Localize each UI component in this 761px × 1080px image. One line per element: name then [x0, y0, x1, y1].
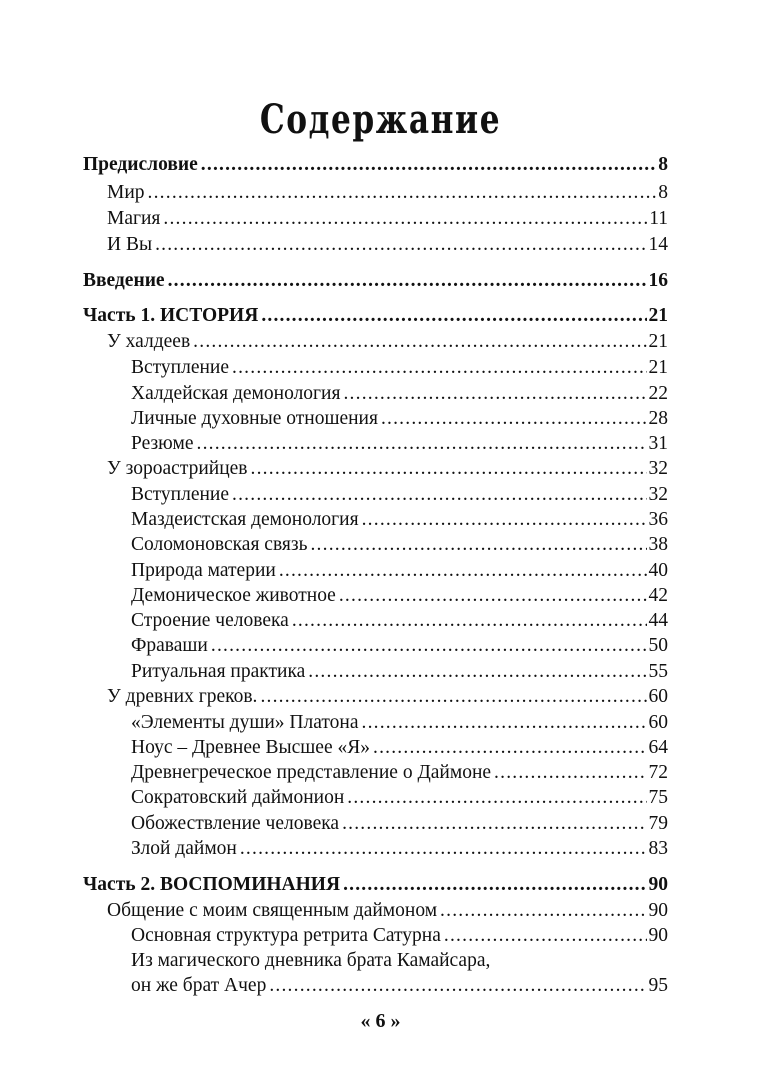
toc-entry-page: 21	[648, 357, 668, 378]
toc-leader-dots	[339, 584, 647, 608]
toc-leader-dots	[310, 533, 646, 557]
toc-entry-label: У зороастрийцев	[107, 458, 248, 479]
toc-leader-dots	[494, 761, 646, 785]
toc-entry-page: 75	[648, 787, 668, 808]
toc-entry	[131, 812, 668, 836]
toc-entry	[83, 269, 668, 293]
toc-leader-dots	[197, 432, 647, 456]
toc-entry-label: Резюме	[131, 433, 194, 454]
toc-entry	[131, 736, 668, 760]
toc-entry-page: 38	[648, 534, 668, 555]
toc-entry-label: Природа материи	[131, 560, 276, 581]
toc-entry-label: Введение	[83, 270, 165, 291]
toc-entry-page: 28	[648, 408, 668, 429]
toc-entry-page: 14	[648, 234, 668, 255]
toc-entry-label: Халдейская демонология	[131, 383, 341, 404]
toc-leader-dots	[292, 609, 647, 633]
toc-entry	[131, 483, 668, 507]
toc-leader-dots	[440, 899, 646, 923]
toc-entry	[131, 356, 668, 380]
toc-leader-dots	[308, 660, 646, 684]
toc-entry-page: 21	[648, 305, 668, 326]
toc-entry-label: Часть 1. ИСТОРИЯ	[83, 305, 259, 326]
toc-entry-page: 64	[648, 737, 668, 758]
toc-entry	[131, 974, 668, 998]
page-number: « 6 »	[360, 1010, 401, 1032]
toc-entry-page: 90	[648, 925, 668, 946]
toc-leader-dots	[211, 634, 647, 658]
toc-leader-dots	[269, 974, 646, 998]
toc-entry-label: Мир	[107, 182, 145, 203]
toc-leader-dots	[343, 382, 646, 406]
toc-entry	[131, 432, 668, 456]
toc-entry-label: Демоническое животное	[131, 585, 336, 606]
toc-entry-label: Личные духовные отношения	[131, 408, 378, 429]
toc-entry-page: 8	[658, 182, 668, 203]
page-title: Содержание	[259, 96, 502, 143]
toc-leader-dots	[373, 736, 647, 760]
toc-entry-label: Обожествление человека	[131, 813, 340, 834]
toc-entry-label: «Элементы души» Платона	[131, 712, 359, 733]
toc-entry-page: 16	[648, 270, 668, 291]
toc-entry-page: 8	[658, 154, 668, 175]
toc-leader-dots	[168, 269, 647, 293]
toc-leader-dots	[362, 711, 647, 735]
toc-entry-page: 44	[648, 610, 668, 631]
toc-entry-label: Вступление	[131, 484, 230, 505]
toc-entry-page: 22	[648, 383, 668, 404]
toc-entry	[131, 711, 668, 735]
toc-entry-label: Древнегреческое представление о Даймоне	[131, 762, 492, 783]
toc-entry-label: Маздеистская демонология	[131, 509, 359, 530]
toc-entry-label: Вступление	[131, 357, 230, 378]
toc-leader-dots	[347, 786, 646, 810]
toc-entry-label: Соломоновская связь	[131, 534, 308, 555]
toc-entry-page: 83	[648, 838, 668, 859]
toc-entry	[131, 786, 668, 810]
toc-entry-page: 90	[648, 874, 668, 895]
toc-entry	[131, 924, 668, 948]
toc-entry-page: 32	[648, 484, 668, 505]
toc-entry-page: 50	[648, 635, 668, 656]
toc-leader-dots	[240, 837, 647, 861]
toc-entry-page: 90	[648, 900, 668, 921]
toc-entry-page: 60	[648, 712, 668, 733]
toc-entry	[131, 382, 668, 406]
toc-entry-page: 55	[648, 661, 668, 682]
toc-entry	[107, 207, 668, 231]
toc-entry	[107, 233, 668, 257]
toc-entry-label: Общение с моим священным даймоном	[107, 900, 438, 921]
toc-leader-dots	[201, 153, 656, 177]
toc-entry-page: 72	[648, 762, 668, 783]
toc-entry-label: Фраваши	[131, 635, 208, 656]
toc-entry	[131, 508, 668, 532]
toc-leader-dots	[343, 873, 646, 897]
toc-entry-label: Основная структура ретрита Сатурна	[131, 925, 441, 946]
toc-entry-page: 60	[648, 686, 668, 707]
toc-entry	[83, 873, 668, 897]
toc-entry-page: 42	[648, 585, 668, 606]
toc-entry	[107, 330, 668, 354]
toc-entry	[131, 407, 668, 431]
toc-entry-page: 21	[648, 331, 668, 352]
toc-leader-dots	[381, 407, 647, 431]
toc-leader-dots	[444, 924, 647, 948]
toc-entry-label: Ноус – Древнее Высшее «Я»	[131, 737, 370, 758]
toc-entry-label: Ритуальная практика	[131, 661, 306, 682]
toc-entry	[131, 584, 668, 608]
toc-leader-dots	[163, 207, 647, 231]
toc-leader-dots	[260, 685, 646, 709]
toc-leader-dots	[232, 483, 646, 507]
toc-entry	[131, 533, 668, 557]
toc-entry	[131, 837, 668, 861]
toc-entry-label: Предисловие	[83, 154, 198, 175]
toc-leader-dots	[193, 330, 646, 354]
toc-entry-page: 40	[648, 560, 668, 581]
toc-entry-label: Злой даймон	[131, 838, 237, 859]
toc-entry	[131, 634, 668, 658]
toc-entry	[131, 609, 668, 633]
toc-leader-dots	[251, 457, 647, 481]
toc-leader-dots	[362, 508, 647, 532]
toc-entry-page: 95	[648, 975, 668, 996]
toc-entry	[131, 761, 668, 785]
toc-leader-dots	[342, 812, 646, 836]
toc-leader-dots	[232, 356, 646, 380]
toc-entry	[107, 899, 668, 923]
toc-entry-label: Часть 2. ВОСПОМИНАНИЯ	[83, 874, 341, 895]
toc-leader-dots	[148, 181, 657, 205]
toc-entry	[107, 457, 668, 481]
toc-entry-page: 79	[648, 813, 668, 834]
toc-entry-label: У древних греков.	[107, 686, 258, 707]
toc-entry	[107, 181, 668, 205]
toc-entry-label: У халдеев	[107, 331, 191, 352]
toc-leader-dots	[155, 233, 646, 257]
toc-entry	[83, 153, 668, 177]
toc-entry-label: Магия	[107, 208, 161, 229]
toc-entry-continued: Из магического дневника брата Камайсара,	[131, 950, 491, 971]
toc-entry-page: 31	[648, 433, 668, 454]
toc-entry-label: И Вы	[107, 234, 153, 255]
toc-entry	[107, 685, 668, 709]
toc-entry-label: Сократовский даймонион	[131, 787, 345, 808]
toc-leader-dots	[261, 304, 646, 328]
toc-entry	[131, 660, 668, 684]
toc-leader-dots	[279, 559, 647, 583]
toc-entry	[83, 304, 668, 328]
toc-entry-page: 32	[648, 458, 668, 479]
toc-entry-page: 11	[649, 208, 668, 229]
toc-entry-label: он же брат Ачер	[131, 975, 267, 996]
toc-entry-page: 36	[648, 509, 668, 530]
toc-entry-label: Строение человека	[131, 610, 289, 631]
toc-entry	[131, 559, 668, 583]
